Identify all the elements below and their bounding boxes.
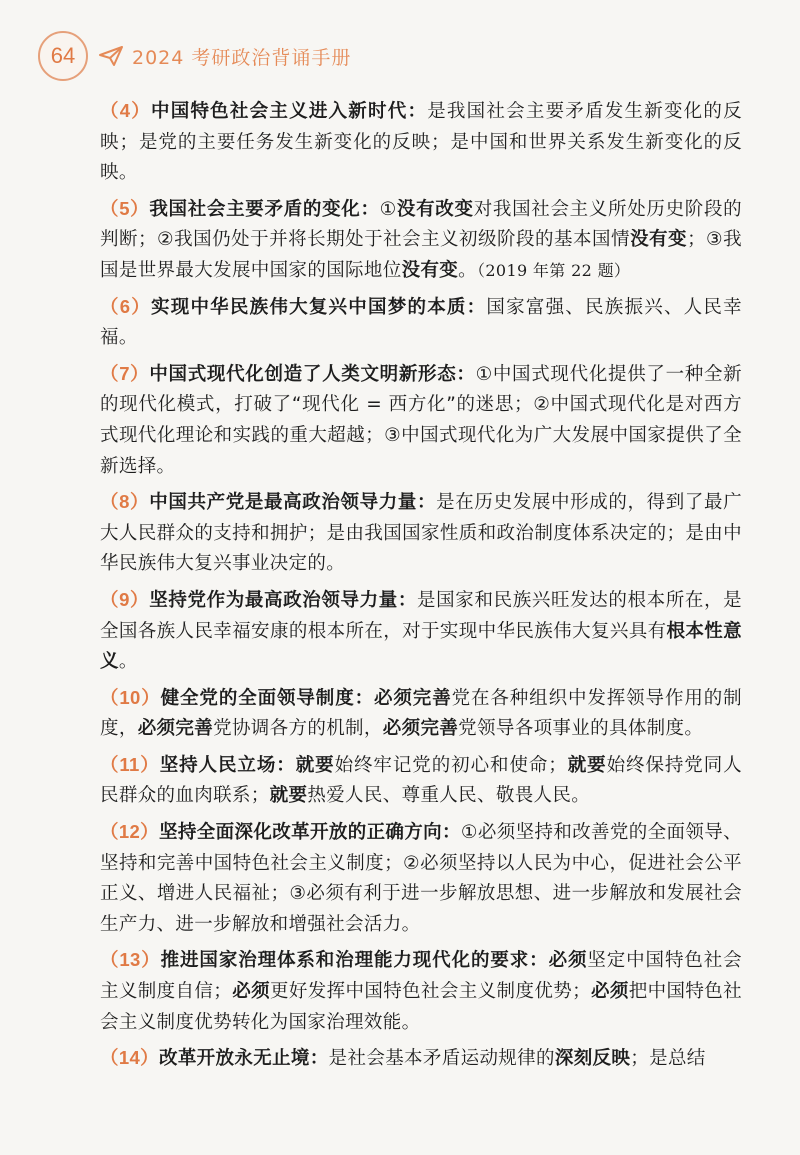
bold-text: 没有改变 xyxy=(396,198,474,220)
paragraph-item xyxy=(100,96,742,189)
bold-text: 坚持党作为最高政治领导力量： xyxy=(149,589,418,611)
bold-text: 健全党的全面领导制度： xyxy=(160,687,374,709)
item-number: （5） xyxy=(100,197,150,219)
bold-text: 我国社会主要矛盾的变化： xyxy=(149,198,380,220)
bold-text: 中国特色社会主义进入新时代： xyxy=(150,101,428,122)
book-title: 2024 考研政治背诵手册 xyxy=(132,46,352,69)
body-text: 是社会基本矛盾运动规律的 xyxy=(328,1048,555,1070)
body-text: 党领导各项事业的具体制度。 xyxy=(458,718,704,740)
item-number: （6） xyxy=(100,295,151,317)
paragraph-item xyxy=(100,750,742,812)
bold-text: 必须 xyxy=(590,981,629,1003)
item-number: （7） xyxy=(100,362,150,384)
body-text: 始终保持党同人民群众的血肉联系； xyxy=(100,754,743,807)
paragraph-item xyxy=(100,683,742,745)
bold-text: 就要 xyxy=(269,785,308,807)
body-text: 对我国社会主义所处历史阶段的判断；②我国仍处于并将长期处于社会主义初级阶段的基本国情 xyxy=(100,198,743,251)
body-text: 始终牢记党的初心和使命； xyxy=(334,754,568,776)
body-text: 。 xyxy=(118,651,138,673)
item-number: （4） xyxy=(100,100,151,121)
item-number: （9） xyxy=(100,588,150,610)
bold-text: 必须完善 xyxy=(374,687,452,709)
paragraph-item xyxy=(100,359,742,482)
body-text: 更好发挥中国特色社会主义制度优势； xyxy=(269,981,591,1003)
body-text: ① xyxy=(379,198,397,220)
body-text: ①必须坚持和改善党的全面领导、坚持和完善中国特色社会主义制度；②必须坚持以人民为中心，促进社会公平正义、增进人民福祉；③必须有利于进一步解放思想、进一步解放和发展社会生产力、进一步解放和增强社会活力。 xyxy=(100,822,742,935)
bold-text: 必须完善 xyxy=(382,718,459,740)
item-number: （14） xyxy=(100,1047,159,1069)
item-number: （13） xyxy=(100,949,161,971)
paragraph-item xyxy=(100,487,742,580)
item-number: （12） xyxy=(100,821,160,843)
bold-text: 就要 xyxy=(567,754,607,776)
paragraph-item xyxy=(100,1043,742,1075)
paragraph-item xyxy=(100,194,742,287)
bold-text: 中国共产党是最高政治领导力量： xyxy=(149,492,437,514)
body-text: 是我国社会主要矛盾发生新变化的反映；是党的主要任务发生新变化的反映；是中国和世界关系发生新变化的反映。 xyxy=(100,101,742,184)
bold-text: 深刻反映 xyxy=(554,1048,631,1070)
paper-plane-icon xyxy=(98,45,124,67)
page-number: 64 xyxy=(50,43,76,68)
item-number: （10） xyxy=(100,686,161,708)
bold-text: 必须 xyxy=(232,981,270,1003)
body-text: ；③我国是世界最大发展中国家的国际地位 xyxy=(100,229,742,281)
body-text: 是在历史发展中形成的，得到了最广大人民群众的支持和拥护；是由我国国家性质和政治制度体系决定的；是由中华民族伟大复兴事业决定的。 xyxy=(100,492,742,575)
bold-text: 没有变 xyxy=(401,259,459,281)
bold-text: 改革开放永无止境： xyxy=(158,1048,329,1070)
paragraph-item xyxy=(100,945,742,1038)
body-text: 把中国特色社会主义制度优势转化为国家治理效能。 xyxy=(100,981,743,1033)
body-text: ；是总结 xyxy=(630,1048,706,1070)
body-text: 国家富强、民族振兴、人民幸福。 xyxy=(100,296,742,349)
page-number-badge xyxy=(38,31,88,81)
item-number: （8） xyxy=(100,491,150,513)
paragraph-item xyxy=(100,817,742,940)
body-text: 党协调各方的机制， xyxy=(213,718,383,740)
bold-text: 必须完善 xyxy=(137,718,214,740)
page-header xyxy=(38,30,758,82)
question-source: （2019 年第 22 题） xyxy=(477,260,631,280)
page-content xyxy=(100,96,742,1080)
paragraph-item xyxy=(100,585,742,678)
bold-text: 实现中华民族伟大复兴中国梦的本质： xyxy=(150,296,487,318)
body-text: 。 xyxy=(458,259,478,281)
body-text: 热爱人民、尊重人民、敬畏人民。 xyxy=(307,785,591,807)
bold-text: 坚持全面深化改革开放的正确方向： xyxy=(159,822,461,844)
item-number: （11） xyxy=(100,753,160,775)
bold-text: 没有变 xyxy=(630,229,688,251)
bold-text: 坚持人民立场： xyxy=(159,754,296,776)
body-text: ①中国式现代化提供了一种全新的现代化模式，打破了“现代化 = 西方化”的迷思；②中国式现代化是对西方式现代化理论和实践的重大超越；③中国式现代化为广大发展中国家提供了全新选择。 xyxy=(100,363,742,477)
body-text: 是国家和民族兴旺发达的根本所在，是全国各族人民幸福安康的根本所在，对于实现中华民族伟大复兴具有 xyxy=(100,589,743,642)
bold-text: 根本性意义 xyxy=(100,620,742,673)
bold-text: 必须 xyxy=(548,950,588,972)
paragraph-item xyxy=(100,292,742,354)
bold-text: 就要 xyxy=(295,754,335,776)
bold-text: 推进国家治理体系和治理能力现代化的要求： xyxy=(160,950,549,972)
bold-text: 中国式现代化创造了人类文明新形态： xyxy=(149,363,476,385)
body-text: 党在各种组织中发挥领导作用的制度， xyxy=(100,687,742,740)
body-text: 坚定中国特色社会主义制度自信； xyxy=(100,950,742,1003)
